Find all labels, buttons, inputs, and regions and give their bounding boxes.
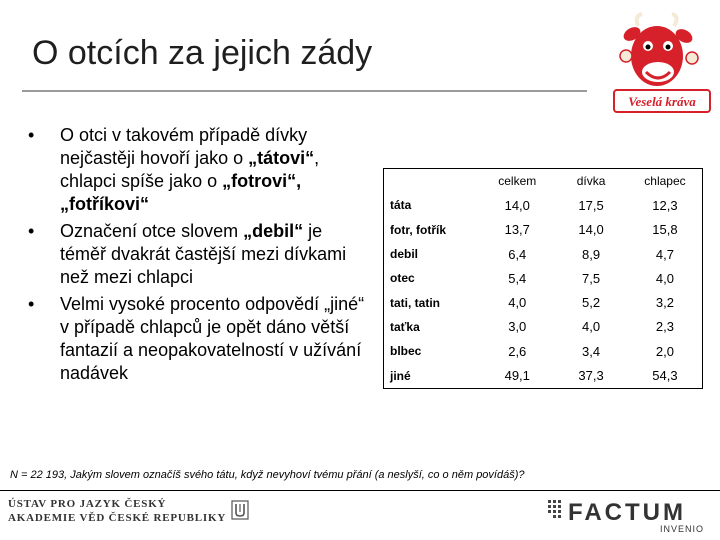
- table-row-label: fotr, fotřík: [390, 222, 446, 237]
- factum-subtext: INVENIO: [660, 524, 705, 534]
- table-cell: 14,0: [504, 197, 530, 213]
- table-cell: 17,5: [578, 197, 604, 213]
- table-row: [384, 266, 703, 290]
- table-row-label: táta: [390, 198, 412, 213]
- table-cell: 5,2: [582, 295, 601, 311]
- table-row: [384, 242, 703, 266]
- ujc-emblem-icon: [231, 500, 249, 520]
- table-cell: 4,0: [508, 295, 527, 311]
- bullet-text: Velmi vysoké procento odpovědí „jiné“ v případě chlapců je opět dáno větší fantazií a neopakovatelností v užívání nadávek: [60, 294, 365, 383]
- table-header-row: [384, 169, 703, 194]
- table-row: [384, 290, 703, 314]
- table-header-cell: celkem: [498, 174, 537, 189]
- table-row-label: otec: [390, 271, 415, 286]
- bullet-text: Označení otce slovem: [60, 221, 244, 241]
- table-row-label: taťka: [390, 319, 420, 334]
- bullet-text-bold: „tátovi“: [248, 148, 315, 168]
- bullet-text-bold: „debil“: [243, 221, 304, 241]
- factum-logo: [548, 494, 714, 536]
- table-cell: 14,0: [578, 222, 604, 238]
- table-cell: 4,0: [582, 319, 601, 335]
- table-cell: 37,3: [578, 368, 604, 384]
- footer-divider: [0, 490, 720, 491]
- table-cell: 4,7: [655, 246, 674, 262]
- table-cell: 15,8: [652, 222, 678, 238]
- table-cell: 5,4: [508, 270, 527, 286]
- table-row-label: tati, tatin: [390, 295, 440, 310]
- institute-name: [8, 497, 226, 525]
- table-row: [384, 193, 703, 217]
- institute-line-1: ÚSTAV PRO JAZYK ČESKÝ: [8, 498, 167, 510]
- table-cell: 3,0: [508, 319, 527, 335]
- table-cell: 8,9: [582, 246, 601, 262]
- slide-title: O otcích za jejich zády: [32, 34, 373, 72]
- table-row: [384, 218, 703, 242]
- data-table: [383, 168, 703, 389]
- bullet-text-bold: „fotrovi“, „fotříkovi“: [60, 171, 302, 214]
- table-cell: 13,7: [504, 222, 530, 238]
- table-cell: 6,4: [508, 246, 527, 262]
- table-header-cell: [384, 169, 481, 194]
- institute-line-2: AKADEMIE VĚD ČESKÉ REPUBLIKY: [8, 512, 227, 524]
- table-cell: 49,1: [504, 368, 530, 384]
- footnote: N = 22 193, Jakým slovem označíš svého tátu, když nevyhoví tvému přání (a neslyší, co o něm povídáš)?: [10, 469, 525, 481]
- table-row: [384, 315, 703, 339]
- bullet-item: [28, 220, 368, 289]
- table-row-label: debil: [390, 247, 419, 262]
- table-cell: 7,5: [582, 270, 601, 286]
- table-cell: 2,0: [655, 343, 674, 359]
- bullet-text: , chlapci spíše jako o: [60, 148, 320, 191]
- table-cell: 2,3: [655, 319, 674, 335]
- factum-dots-icon: [548, 500, 561, 518]
- table-row: [384, 363, 703, 388]
- table-cell: 3,4: [582, 343, 601, 359]
- bullet-text: O otci v takovém případě dívky nejčastěji hovoří jako o: [60, 125, 308, 168]
- table-cell: 54,3: [652, 368, 678, 384]
- table-cell: 12,3: [652, 197, 678, 213]
- table-cell: 3,2: [655, 295, 674, 311]
- bullet-list: [28, 124, 368, 389]
- table-cell: 2,6: [508, 343, 527, 359]
- table-cell: 4,0: [655, 270, 674, 286]
- logo-brand-text: Veselá kráva: [628, 94, 696, 109]
- bullet-item: [28, 293, 368, 385]
- title-divider: [22, 90, 587, 92]
- factum-text: FACTUM: [568, 499, 686, 526]
- bullet-item: [28, 124, 368, 216]
- table-header-cell: chlapec: [644, 174, 686, 189]
- table-header-cell: dívka: [576, 174, 606, 189]
- laughing-cow-icon: [612, 12, 712, 116]
- table-row: [384, 339, 703, 363]
- table-row-label: blbec: [390, 344, 422, 359]
- table-row-label: jiné: [390, 368, 411, 383]
- bullet-text: je téměř dvakrát častější mezi dívkami než mezi chlapci: [60, 221, 347, 287]
